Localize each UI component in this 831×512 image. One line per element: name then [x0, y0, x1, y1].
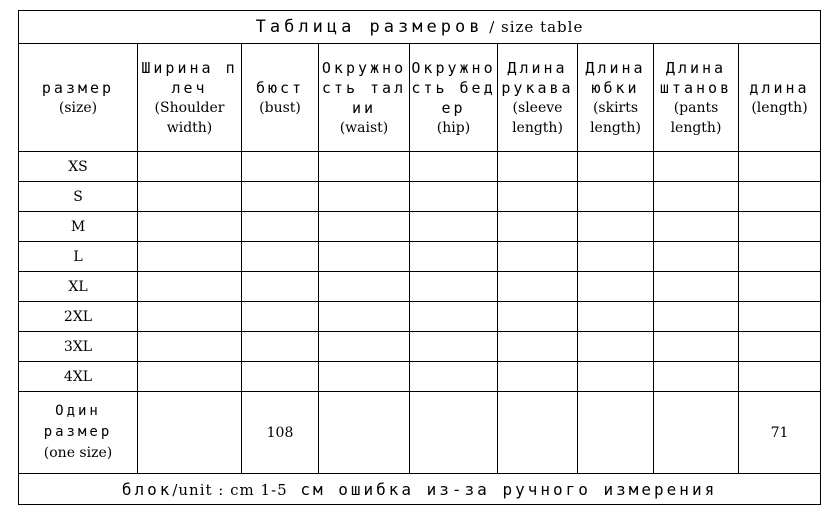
- column-header: [319, 44, 410, 152]
- size-label: L: [19, 242, 138, 272]
- table-cell: [242, 212, 319, 242]
- column-header-en: (skirts length): [590, 99, 641, 136]
- column-header-ru: Окружность бедер: [411, 58, 496, 117]
- table-cell: [654, 182, 739, 212]
- footer-unit-en: /unit : cm 1-5: [172, 480, 288, 499]
- table-cell: [242, 332, 319, 362]
- column-header: [654, 44, 739, 152]
- one-size-value: [498, 392, 578, 474]
- table-cell: [739, 182, 821, 212]
- column-header-en: (Shoulder width): [154, 99, 225, 136]
- table-row: [19, 242, 821, 272]
- table-cell: [498, 362, 578, 392]
- table-title-ru: Таблица размеров: [255, 17, 484, 37]
- column-header: [578, 44, 654, 152]
- size-label: 4XL: [19, 362, 138, 392]
- table-cell: [319, 272, 410, 302]
- table-cell: [498, 272, 578, 302]
- table-cell: [242, 272, 319, 302]
- table-cell: [578, 272, 654, 302]
- footer-note-ru: см ошибка из-за ручного измерения: [287, 479, 718, 499]
- table-row: [19, 182, 821, 212]
- table-cell: [138, 152, 242, 182]
- table-cell: [319, 152, 410, 182]
- one-size-row: [19, 392, 821, 474]
- table-cell: [578, 182, 654, 212]
- one-size-value: [410, 392, 498, 474]
- table-cell: [242, 242, 319, 272]
- size-label: XL: [19, 272, 138, 302]
- table-cell: [319, 182, 410, 212]
- one-size-value: [138, 392, 242, 474]
- table-cell: [498, 182, 578, 212]
- table-cell: [739, 242, 821, 272]
- column-header-ru: Ширина плеч: [141, 58, 238, 97]
- table-cell: [138, 212, 242, 242]
- table-cell: [498, 152, 578, 182]
- table-cell: [739, 212, 821, 242]
- column-header: [498, 44, 578, 152]
- table-cell: [319, 332, 410, 362]
- table-cell: [739, 332, 821, 362]
- table-cell: [654, 242, 739, 272]
- column-header-en: (bust): [259, 99, 301, 116]
- column-header: [138, 44, 242, 152]
- table-cell: [654, 302, 739, 332]
- table-cell: [410, 272, 498, 302]
- column-header-ru: Окружность талии: [321, 58, 407, 117]
- column-header-ru: длина: [749, 78, 810, 97]
- one-size-value: 71: [739, 392, 821, 474]
- one-size-value: 108: [242, 392, 319, 474]
- column-header-ru: Длина штанов: [659, 58, 733, 97]
- table-cell: [138, 242, 242, 272]
- column-header: [410, 44, 498, 152]
- table-cell: [410, 242, 498, 272]
- column-header-ru: бюст: [255, 78, 305, 97]
- table-row: [19, 362, 821, 392]
- table-cell: [578, 362, 654, 392]
- one-size-label-ru: Один размер: [43, 403, 113, 440]
- table-cell: [242, 152, 319, 182]
- table-cell: [410, 302, 498, 332]
- table-cell: [654, 362, 739, 392]
- table-row: [19, 272, 821, 302]
- table-cell: [410, 152, 498, 182]
- column-header: [19, 44, 138, 152]
- table-cell: [138, 302, 242, 332]
- table-cell: [654, 152, 739, 182]
- table-cell: [242, 182, 319, 212]
- table-cell: [319, 212, 410, 242]
- table-cell: [319, 362, 410, 392]
- table-cell: [138, 332, 242, 362]
- column-header-ru: размер: [41, 78, 115, 97]
- column-header-en: (length): [751, 99, 808, 116]
- table-cell: [654, 212, 739, 242]
- table-cell: [654, 272, 739, 302]
- column-header: [242, 44, 319, 152]
- table-cell: [138, 272, 242, 302]
- column-header-en: (waist): [339, 119, 389, 136]
- one-size-value: [578, 392, 654, 474]
- size-label: 3XL: [19, 332, 138, 362]
- header-row: [19, 44, 821, 152]
- column-header-en: (sleeve length): [512, 99, 563, 136]
- table-row: [19, 152, 821, 182]
- table-footer: [19, 474, 821, 505]
- table-cell: [739, 272, 821, 302]
- table-cell: [138, 182, 242, 212]
- size-label: XS: [19, 152, 138, 182]
- table-cell: [319, 302, 410, 332]
- column-header-ru: Длина рукава: [501, 58, 574, 97]
- table-cell: [410, 362, 498, 392]
- footer-unit-ru: блок: [121, 479, 173, 499]
- table-title-sep: /: [483, 18, 502, 36]
- table-cell: [410, 212, 498, 242]
- table-title-en: size table: [501, 18, 584, 36]
- table-cell: [410, 332, 498, 362]
- table-title: [19, 11, 821, 44]
- table-cell: [739, 152, 821, 182]
- one-size-value: [319, 392, 410, 474]
- column-header-en: (hip): [436, 119, 471, 136]
- table-cell: [578, 302, 654, 332]
- table-cell: [410, 182, 498, 212]
- one-size-value: [654, 392, 739, 474]
- column-header: [739, 44, 821, 152]
- table-cell: [578, 152, 654, 182]
- table-cell: [242, 302, 319, 332]
- one-size-label-en: (one size): [43, 445, 113, 461]
- table-cell: [578, 212, 654, 242]
- column-header-en: (pants length): [670, 99, 722, 136]
- table-row: [19, 302, 821, 332]
- table-cell: [654, 332, 739, 362]
- table-cell: [498, 302, 578, 332]
- table-cell: [739, 362, 821, 392]
- table-cell: [138, 362, 242, 392]
- column-header-en: (size): [58, 99, 98, 116]
- table-cell: [578, 332, 654, 362]
- table-row: [19, 332, 821, 362]
- one-size-label: [19, 392, 138, 474]
- table-row: [19, 212, 821, 242]
- table-cell: [498, 212, 578, 242]
- size-label: 2XL: [19, 302, 138, 332]
- table-cell: [578, 242, 654, 272]
- table-cell: [319, 242, 410, 272]
- table-cell: [498, 242, 578, 272]
- table-cell: [739, 302, 821, 332]
- size-label: M: [19, 212, 138, 242]
- column-header-ru: Длина юбки: [585, 58, 646, 97]
- size-label: S: [19, 182, 138, 212]
- size-table: [18, 10, 821, 505]
- table-cell: [498, 332, 578, 362]
- table-cell: [242, 362, 319, 392]
